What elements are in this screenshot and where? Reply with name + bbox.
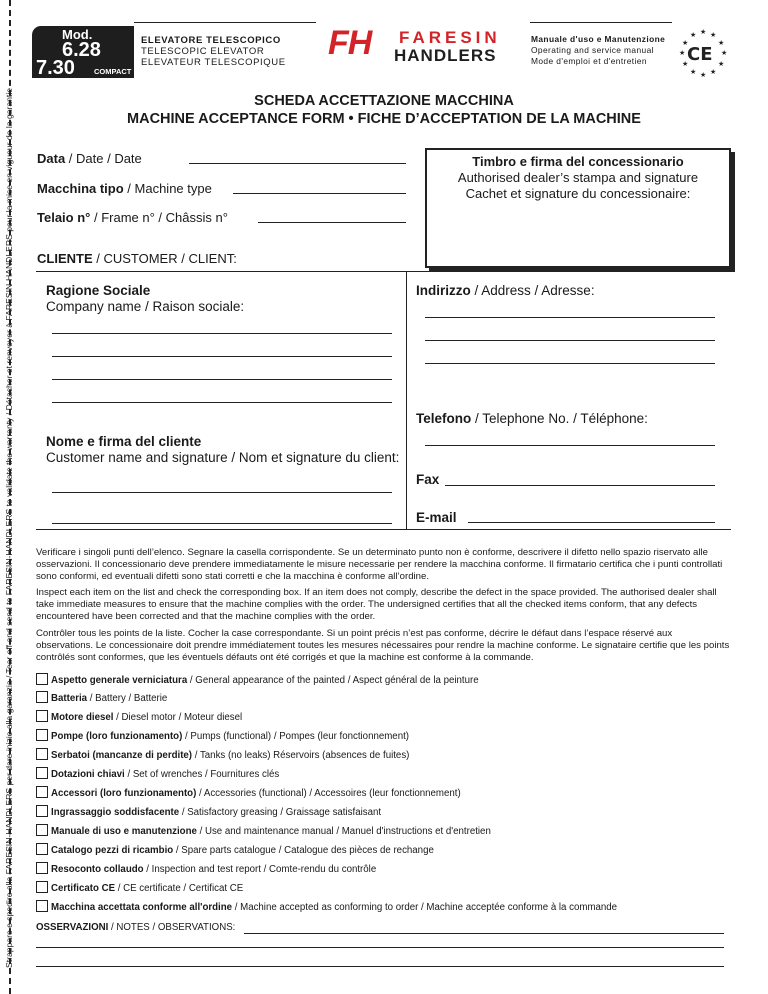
svg-text:★: ★ [718, 60, 725, 68]
product-name-it: ELEVATORE TELESCOPICO [141, 35, 281, 46]
manual-title-fr: Mode d'emploi et d'entretien [531, 56, 647, 66]
manual-title-en: Operating and service manual [531, 45, 654, 55]
instructions-en: Inspect each item on the list and check the corresponding box. If an item does not comply, describe the defect in the space provided. The authorised dealer shall take immediate measures to ensure that the machine complies with the order. The undersigned certifies that all the checked items conform, that any defects encountered have been corrected and that the machine complies with the order. [36, 587, 717, 622]
customer-column-divider [406, 271, 407, 529]
frame-number-label: Telaio n° / Frame n° / Châssis n° [37, 210, 228, 225]
form-title: SCHEDA ACCETTAZIONE MACCHINA [254, 93, 514, 109]
checklist-item-battery[interactable]: Batteria / Battery / Batterie [36, 691, 167, 704]
checklist-item-spare-parts[interactable]: Catalogo pezzi di ricambio / Spare parts catalogue / Catalogue des pièces de rechange [36, 843, 434, 856]
checklist-item-pumps[interactable]: Pompe (loro funzionamento) / Pumps (functional) / Pompes (leur fonctionnement) [36, 729, 409, 742]
frame-number-field[interactable] [258, 222, 406, 223]
address-line-1[interactable] [425, 317, 715, 318]
machine-type-field[interactable] [233, 193, 406, 194]
product-name-fr: ELEVATEUR TELESCOPIQUE [141, 57, 286, 68]
header-rule-right [530, 22, 672, 23]
address-line-3[interactable] [425, 363, 715, 364]
checkbox-wrenches[interactable] [36, 767, 48, 779]
checklist-item-tanks[interactable]: Serbatoi (mancanze di perdite) / Tanks (no leaks) Réservoirs (absences de fuites) [36, 748, 409, 761]
checklist-item-diesel-motor[interactable]: Motore diesel / Diesel motor / Moteur diesel [36, 710, 242, 723]
checkbox-diesel-motor[interactable] [36, 710, 48, 722]
product-name-en: TELESCOPIC ELEVATOR [141, 46, 265, 57]
machine-type-label: Macchina tipo / Machine type [37, 181, 212, 196]
svg-text:★: ★ [721, 49, 728, 57]
customer-top-rule [36, 271, 731, 272]
company-name-line-4[interactable] [52, 402, 392, 403]
checklist-item-accessories[interactable]: Accessori (loro funzionamento) / Accessories (functional) / Accessoires (leur fonctionnement) [36, 786, 461, 799]
model-number-2: 7.30 [36, 57, 75, 79]
checklist-item-manual[interactable]: Manuale di uso e manutenzione / Use and maintenance manual / Manuel d'instructions et d'entretien [36, 824, 491, 837]
phone-field[interactable] [425, 445, 715, 446]
svg-text:★: ★ [700, 71, 707, 78]
company-name-line-1[interactable] [52, 333, 392, 334]
checklist-item-greasing[interactable]: Ingrassaggio soddisfacente / Satisfactory greasing / Graissage satisfaisant [36, 805, 381, 818]
customer-signature-line-1[interactable] [52, 492, 392, 493]
product-name [141, 35, 286, 68]
checkbox-spare-parts[interactable] [36, 843, 48, 855]
model-label: Mod. [62, 27, 93, 42]
svg-text:★: ★ [690, 68, 697, 76]
logo-faresin: FARESIN [399, 28, 501, 47]
checklist-item-test-report[interactable]: Resoconto collaudo / Inspection and test report / Comte-rendu du contrôle [36, 862, 376, 875]
faresin-logo [326, 24, 522, 65]
notes-line-3[interactable] [36, 966, 724, 967]
svg-text:★: ★ [682, 60, 689, 68]
fax-field[interactable] [445, 485, 715, 486]
checklist-item-paint[interactable]: Aspetto generale verniciatura / General appearance of the painted / Aspect général de la peinture [36, 673, 479, 686]
svg-text:★: ★ [682, 39, 689, 47]
svg-text:★: ★ [679, 49, 686, 57]
svg-text:★: ★ [690, 31, 697, 39]
checklist-item-machine-accepted[interactable]: Macchina accettata conforme all'ordine / Machine accepted as conforming to order / Machine acceptée conforme à la commande [36, 900, 617, 913]
date-label: Data / Date / Date [37, 151, 142, 166]
checkbox-battery[interactable] [36, 691, 48, 703]
notes-line-2[interactable] [36, 947, 724, 948]
customer-signature-line-2[interactable] [52, 523, 392, 524]
svg-text:★: ★ [718, 39, 725, 47]
date-field[interactable] [189, 163, 406, 164]
form-subtitle: MACHINE ACCEPTANCE FORM • FICHE D’ACCEPTATION DE LA MACHINE [127, 111, 641, 127]
checkbox-pumps[interactable] [36, 729, 48, 741]
compact-label: COMPACT [94, 67, 132, 76]
svg-text:★: ★ [710, 68, 717, 76]
email-label: E-mail [416, 510, 457, 525]
email-field[interactable] [468, 522, 715, 523]
svg-text:★: ★ [700, 28, 707, 36]
notes-line-1[interactable] [244, 933, 724, 934]
company-name-line-3[interactable] [52, 379, 392, 380]
stamp-title-en: Authorised dealer’s stampa and signature [457, 170, 699, 185]
customer-bottom-rule [36, 529, 731, 530]
stamp-title-fr: Cachet et signature du concessionaire: [465, 186, 691, 201]
model-badge [32, 26, 134, 78]
dealer-stamp-box[interactable] [425, 148, 731, 268]
company-name-label: Ragione Sociale Company name / Raison sociale: [46, 283, 245, 314]
customer-heading: CLIENTE / CUSTOMER / CLIENT: [37, 251, 237, 266]
address-label: Indirizzo / Address / Adresse: [416, 283, 595, 298]
checklist-item-wrenches[interactable]: Dotazioni chiavi / Set of wrenches / Fournitures clés [36, 767, 279, 780]
manual-title-it: Manuale d'uso e Manutenzione [531, 34, 666, 44]
ce-mark-icon [674, 26, 730, 78]
manual-title [531, 34, 665, 67]
checklist-item-ce-certificate[interactable]: Certificato CE / CE certificate / Certificat CE [36, 881, 243, 894]
svg-text:★: ★ [710, 31, 717, 39]
header-rule-left [134, 22, 316, 23]
checkbox-accessories[interactable] [36, 786, 48, 798]
customer-signature-label: Nome e firma del cliente Customer name and signature / Nom et signature du client: [46, 434, 400, 465]
fh-logo-mark: FH [328, 24, 372, 62]
fax-label: Fax [416, 472, 440, 487]
instructions-it: Verificare i singoli punti dell’elenco. Segnare la casella corrispondente. Se un determinato punto non è conforme, descrivere il difetto nello spazio riservato alle osservazioni. Il concessionario deve prendere immediatamente le misure necessarie per rendere la macchina conforme. Il firmatario certifica che i punti controllati sono conformi, ed eventuali difetti sono stati corretti e che la macchina è conforme all’ordine. [36, 547, 723, 582]
checkbox-paint[interactable] [36, 673, 48, 685]
tear-off-instructions: Strappare e spedire alla FARESIN-HANDLERS per dare inizio alla garanzia / Tear off and send to FARESIN-HANDLERS to validate the warranty / Détacher et renvoyer à FARESIN-HANDLERS pour la mise en vigueur de la garantie [4, 87, 14, 968]
stamp-title-it: Timbro e firma del concessionario [472, 154, 684, 169]
company-name-line-2[interactable] [52, 356, 392, 357]
notes-label: OSSERVAZIONI / NOTES / OBSERVATIONS: [36, 922, 236, 933]
phone-label: Telefono / Telephone No. / Téléphone: [416, 411, 648, 426]
checkbox-ce-certificate[interactable] [36, 881, 48, 893]
address-line-2[interactable] [425, 340, 715, 341]
checkbox-test-report[interactable] [36, 862, 48, 874]
model-number-1: 6.28 [62, 39, 101, 61]
instructions-fr: Contrôler tous les points de la liste. Cocher la case correspondante. Si un point précis n’est pas conforme, décrire le défaut dans l’espace réservé aux observations. Le concessionaire doit prendre immédiatement toutes les mesures nécessaires pour rendre la machine conforme. Le signataire certifie que les points contrôlés sont conformes, que les éventuels défauts ont été corrigés et que la machine est conforme à la commande. [36, 628, 730, 663]
checkbox-manual[interactable] [36, 824, 48, 836]
checkbox-tanks[interactable] [36, 748, 48, 760]
checkbox-machine-accepted[interactable] [36, 900, 48, 912]
logo-handlers: HANDLERS [394, 46, 497, 65]
checkbox-greasing[interactable] [36, 805, 48, 817]
ce-mark-text: CE [687, 44, 713, 65]
